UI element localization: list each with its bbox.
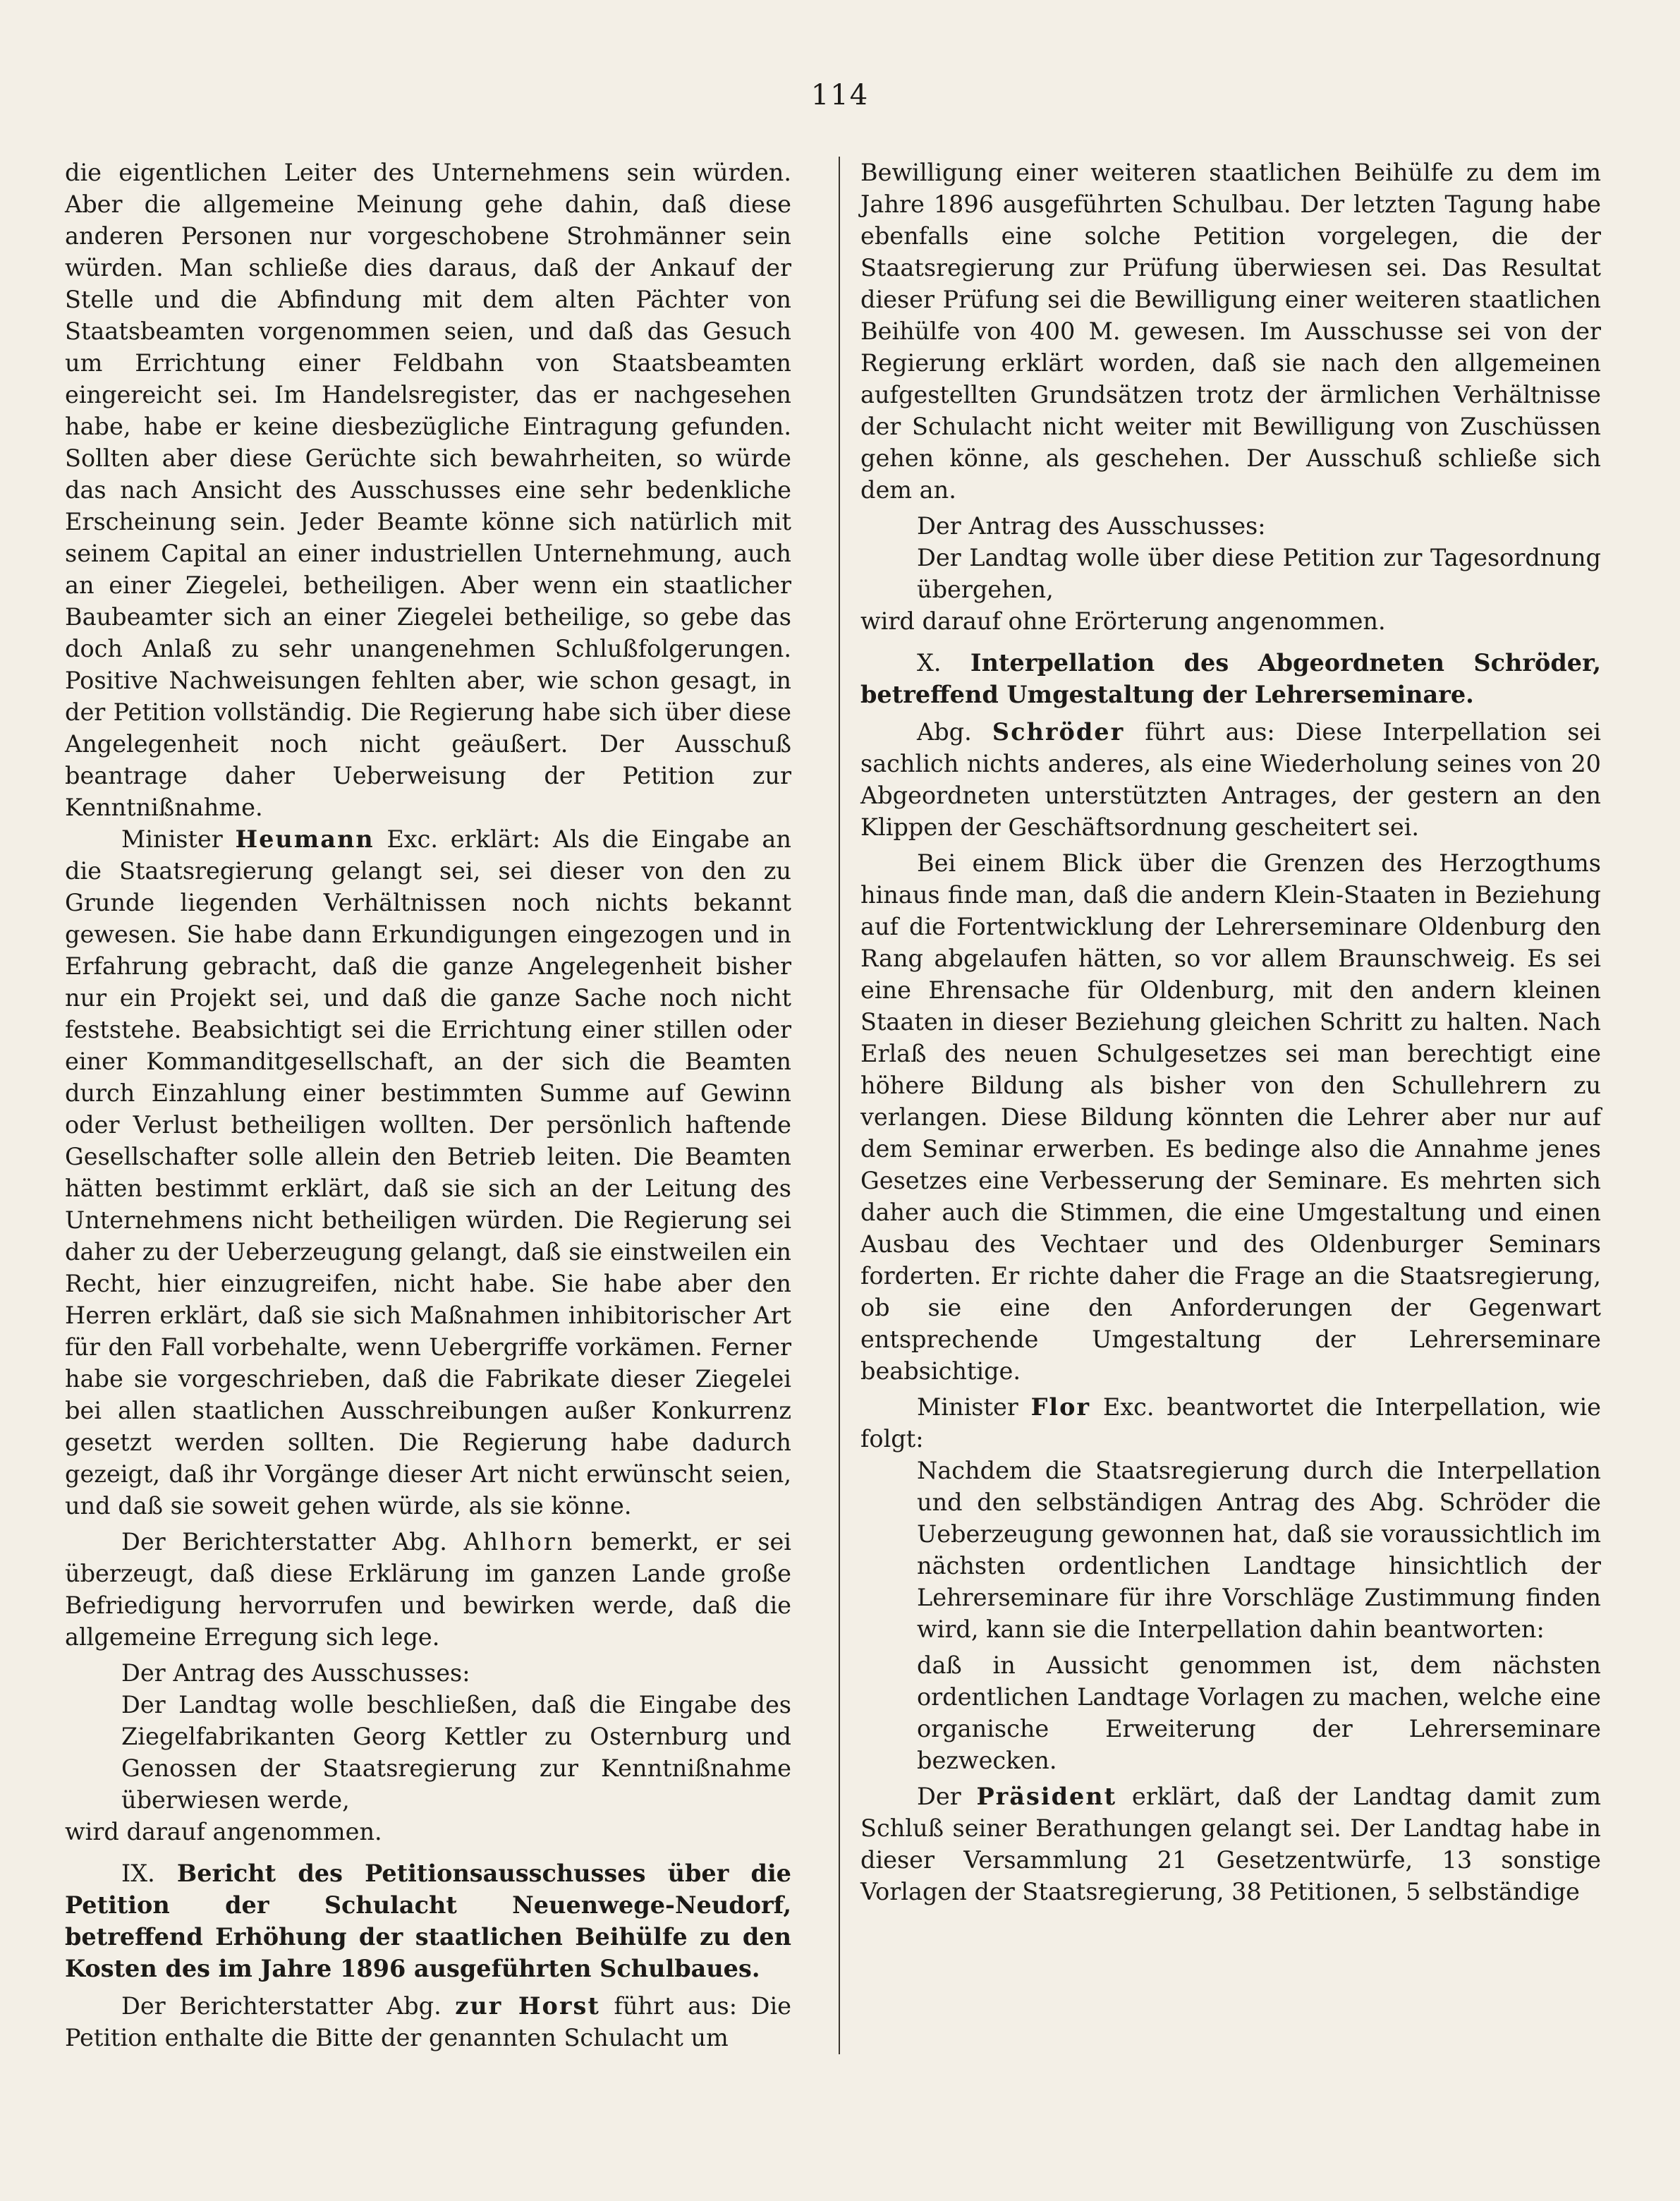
speaker-name: Flor	[1030, 1393, 1091, 1421]
section-title: Interpellation des Abgeordneten Schröder, betreffend Umgestaltung der Lehrerseminare.	[860, 649, 1601, 708]
paragraph-text: Exc. erklärt: Als die Eingabe an die Staatsregierung gelangt sei, sei dieser von den zu Grunde liegenden Verhältnissen noch nichts bekannt gewesen. Sie habe dann Erkundigungen eingezogen und in Erfahrung gebracht, daß die ganze Angelegenheit bisher nur ein Projekt sei, und daß die ganze Sache noch nicht feststehe. Beabsichtigt sei die Errichtung einer stillen oder einer Kommanditgesellschaft, an der sich die Beamten durch Einzahlung einer bestimmten Summe auf Gewinn oder Verlust betheiligen wollten. Der persönlich haftende Gesellschafter solle allein den Betrieb leiten. Die Beamten hätten bestimmt erklärt, daß sie sich an der Leitung des Unternehmens nicht betheiligen würden. Die Regierung sei daher zu der Ueberzeugung gelangt, daß sie einstweilen ein Recht, hier einzugreifen, nicht habe. Sie habe aber den Herren erklärt, daß sie sich Maßnahmen inhibitorischer Art für den Fall vorbehalte, wenn Uebergriffe vorkämen. Ferner habe sie vorgeschrieben, daß die Fabrikate dieser Ziegelei bei allen staatlichen Ausschreibungen außer Konkurrenz gesetzt werden sollten. Die Regierung habe dadurch gezeigt, daß ihr Vorgänge dieser Art nicht erwünscht seien, und daß sie soweit gehen würde, als sie könne.	[65, 825, 791, 1520]
antrag-quote	[860, 542, 1601, 605]
paragraph-text: führt aus: Die Petition enthalte die Bitte der genannten Schulacht um	[65, 1992, 791, 2051]
column-divider	[839, 157, 840, 2054]
section-heading	[65, 1857, 791, 1984]
paragraph: die eigentlichen Leiter des Unternehmens sein würden. Aber die allgemeine Meinung gehe dahin, daß diese anderen Personen nur vorgeschobene Strohmänner sein würden. Man schließe dies daraus, daß der Ankauf der Stelle und die Abfindung mit dem alten Pächter von Staatsbeamten vorgenommen seien, und daß das Gesuch um Errichtung einer Feldbahn von Staatsbeamten eingereicht sei. Im Handelsregister, das er nachgesehen habe, habe er keine diesbezügliche Eintragung gefunden. Sollten aber diese Gerüchte sich bewahrheiten, so würde das nach Ansicht des Ausschusses eine sehr bedenkliche Erscheinung sein. Jeder Beamte könne sich natürlich mit seinem Capital an einer industriellen Unternehmung, auch an einer Ziegelei, betheiligen. Aber wenn ein staatlicher Baubeamter sich an einer Ziegelei betheilige, so gebe das doch Anlaß zu sehr unangenehmen Schlußfolgerungen. Positive Nachweisungen fehlten aber, wie schon gesagt, in der Petition vollständig. Die Regierung habe sich über diese Angelegenheit noch nicht geäußert. Der Ausschuß beantrage daher Ueberweisung der Petition zur Kenntnißnahme.	[65, 159, 791, 821]
speaker-name: Präsident	[976, 1783, 1117, 1810]
text-prefix: Der Berichterstatter Abg.	[121, 1992, 442, 2020]
text-prefix: Minister	[121, 825, 223, 853]
answer-text: daß in Aussicht genommen ist, dem nächsten ordentlichen Landtage Vorlagen zu machen, welche eine organische Erweiterung der Lehrerseminare bezwecken.	[917, 1651, 1601, 1774]
right-column	[860, 157, 1601, 1908]
antrag-text: Der Landtag wolle über diese Petition zur Tagesordnung übergehen,	[917, 544, 1601, 603]
paragraph-text: bemerkt, er sei überzeugt, daß diese Erklärung im ganzen Lande große Befriedigung hervorrufen und bewirken werde, daß die allgemeine Erregung sich lege.	[65, 1528, 792, 1651]
speaker-name: Schröder	[992, 718, 1125, 746]
antrag-label: Der Antrag des Ausschusses:	[917, 512, 1266, 540]
page-number: 114	[810, 79, 870, 111]
antrag-label: Der Antrag des Ausschusses:	[121, 1659, 470, 1687]
section-number: IX.	[121, 1860, 155, 1887]
paragraph	[860, 716, 1601, 843]
interpellation-answer	[860, 1455, 1601, 1776]
antrag-quote	[65, 1689, 791, 1816]
speaker-name: Heumann	[235, 825, 375, 853]
paragraph	[860, 1391, 1601, 1455]
paragraph-text: Exc. beantwortet die Interpellation, wie folgt:	[860, 1393, 1601, 1453]
speaker-name: zur Horst	[455, 1992, 600, 2020]
antrag-text: Der Landtag wolle beschließen, daß die Eingabe des Ziegelfabrikanten Georg Kettler zu Osternburg und Genossen der Staatsregierung zur Kenntnißnahme überwiesen werde,	[121, 1691, 791, 1814]
antrag-result: wird darauf ohne Erörterung angenommen.	[860, 607, 1386, 635]
text-prefix: Der	[917, 1783, 961, 1810]
antrag-result: wird darauf angenommen.	[65, 1818, 382, 1845]
text-prefix: Abg.	[917, 718, 972, 746]
left-column	[65, 157, 791, 2054]
paragraph	[65, 1990, 791, 2054]
paragraph	[65, 823, 791, 1522]
section-number: X.	[917, 649, 942, 677]
paragraph	[65, 1526, 791, 1653]
text-prefix: Der Berichterstatter Abg.	[121, 1528, 447, 1556]
text-prefix: Minister	[917, 1393, 1018, 1421]
answer-text: Nachdem die Staatsregierung durch die Interpellation und den selbständigen Antrag des Abg. Schröder die Ueberzeugung gewonnen hat, daß sie voraussichtlich im nächsten ordentlichen Landtage hinsichtlich der Lehrerseminare für ihre Vorschläge Zustimmung finden wird, kann sie die Interpellation dahin beantworten:	[917, 1457, 1601, 1643]
speaker-name: Ahlhorn	[463, 1528, 575, 1556]
paragraph	[860, 1781, 1601, 1908]
paragraph: Bewilligung einer weiteren staatlichen Beihülfe zu dem im Jahre 1896 ausgeführten Schulbau. Der letzten Tagung habe ebenfalls eine solche Petition vorgelegen, die der Staatsregierung zur Prüfung überwiesen sei. Das Resultat dieser Prüfung sei die Bewilligung einer weiteren staatlichen Beihülfe von 400 M. gewesen. Im Ausschusse sei von der Regierung erklärt worden, daß sie nach den allgemeinen aufgestellten Grundsätzen trotz der ärmlichen Verhältnisse der Schulacht nicht weiter mit Bewilligung von Zuschüssen gehen könne, als geschehen. Der Ausschuß schließe sich dem an.	[860, 159, 1601, 504]
paragraph-text: führt aus: Diese Interpellation sei sachlich nichts anderes, als eine Wiederholung seines von 20 Abgeordneten unterstützten Antrages, der gestern an den Klippen der Geschäftsordnung gescheitert sei.	[860, 718, 1601, 841]
paragraph: Bei einem Blick über die Grenzen des Herzogthums hinaus finde man, daß die andern Klein-Staaten in Beziehung auf die Fortentwicklung der Lehrerseminare Oldenburg den Rang abgelaufen hätten, so vor allem Braunschweig. Es sei eine Ehrensache für Oldenburg, mit den andern kleinen Staaten in dieser Beziehung gleichen Schritt zu halten. Nach Erlaß des neuen Schulgesetzes sei man berechtigt eine höhere Bildung als bisher von den Schullehrern zu verlangen. Diese Bildung könnten die Lehrer aber nur auf dem Seminar erwerben. Es bedinge also die Annahme jenes Gesetzes eine Verbesserung der Seminare. Es mehrten sich daher auch die Stimmen, die eine Umgestaltung und einen Ausbau des Vechtaer und des Oldenburger Seminars forderten. Er richte daher die Frage an die Staatsregierung, ob sie eine den Anforderungen der Gegenwart entsprechende Umgestaltung der Lehrerseminare beabsichtige.	[860, 849, 1601, 1385]
paragraph-text: erklärt, daß der Landtag damit zum Schluß seiner Berathungen gelangt sei. Der Landtag habe in dieser Versammlung 21 Gesetzentwürfe, 13 sonstige Vorlagen der Staatsregierung, 38 Petitionen, 5 selbständige	[860, 1783, 1601, 1905]
section-heading	[860, 647, 1601, 710]
section-title: Bericht des Petitionsausschusses über die Petition der Schulacht Neuenwege-Neudorf, betreffend Erhöhung der staatlichen Beihülfe zu den Kosten des im Jahre 1896 ausgeführten Schulbaues.	[65, 1860, 791, 1982]
